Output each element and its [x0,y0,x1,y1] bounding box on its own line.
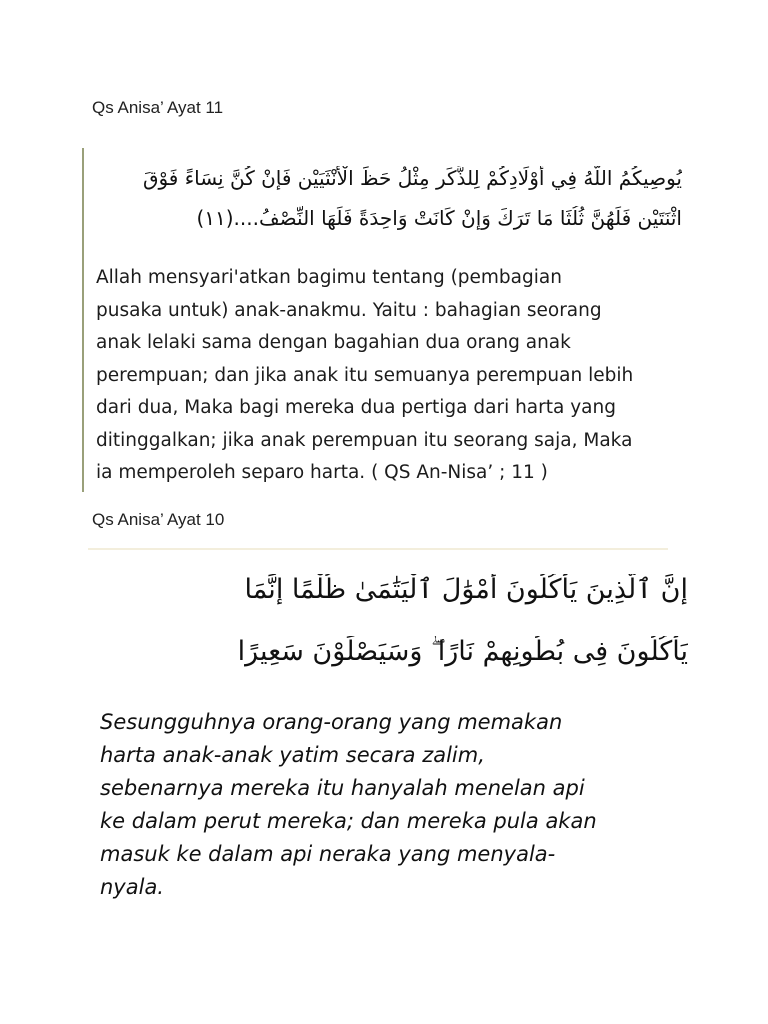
section-heading-ayat-11: Qs Anisa’ Ayat 11 [92,98,224,117]
translation-line: harta anak-anak yatim secara zalim, [100,743,485,767]
translation-line: Sesungguhnya orang-orang yang memakan [100,710,563,734]
ayat-11-image-block [82,148,682,492]
ayat-10-image-block [88,548,688,688]
translation-line: Allah mensyari'atkan bagimu tentang (pembagian [96,267,562,288]
translation-line: anak lelaki sama dengan bagahian dua orang anak [96,332,571,353]
arabic-verse-line: يَأْكُلُونَ فِى بُطُونِهِمْ نَارًا ۖ وَسَيَصْلَوْنَ سَعِيرًا [237,636,688,667]
section-heading-ayat-10: Qs Anisa’ Ayat 10 [92,510,225,529]
handwritten-translation-text [100,706,700,904]
divider [88,548,668,550]
translation-line: ia memperoleh separo harta. ( QS An-Nisa’ ; 11 ) [96,462,548,483]
arabic-verse-line: اثْنَتَيْنِ فَلَهُنَّ ثُلُثَا مَا تَرَكَ وَإِنْ كَانَتْ وَاحِدَةً فَلَهَا النِّصْفُ....(١١) [196,206,682,230]
translation-line: sebenarnya mereka itu hanyalah menelan api [100,776,585,800]
translation-line: masuk ke dalam api neraka yang menyala- [100,842,556,866]
arabic-verse-line: إِنَّ ٱلَّذِينَ يَأْكُلُونَ أَمْوَٰلَ ٱلْيَتَٰمَىٰ ظُلْمًا إِنَّمَا [244,574,688,605]
arabic-verse-line: يُوصِيكُمُ اللَّهُ فِي أَوْلَادِكُمْ لِلذَّكَرِ مِثْلُ حَظِّ الْأُنْثَيَيْنِ فَإِنْ كُنَّ نِسَاءً فَوْقَ [142,166,682,190]
quote-rule [82,148,84,492]
translation-line: pusaka untuk) anak-anakmu. Yaitu : bahagian seorang [96,299,602,321]
translation-line: dari dua, Maka bagi mereka dua pertiga dari harta yang [96,397,616,418]
translation-text [96,262,686,490]
translation-line: ditinggalkan; jika anak perempuan itu seorang saja, Maka [96,429,633,451]
translation-line: perempuan; dan jika anak itu semuanya perempuan lebih [96,364,634,386]
translation-line: ke dalam perut mereka; dan mereka pula akan [100,809,597,833]
translation-line: nyala. [100,875,164,899]
